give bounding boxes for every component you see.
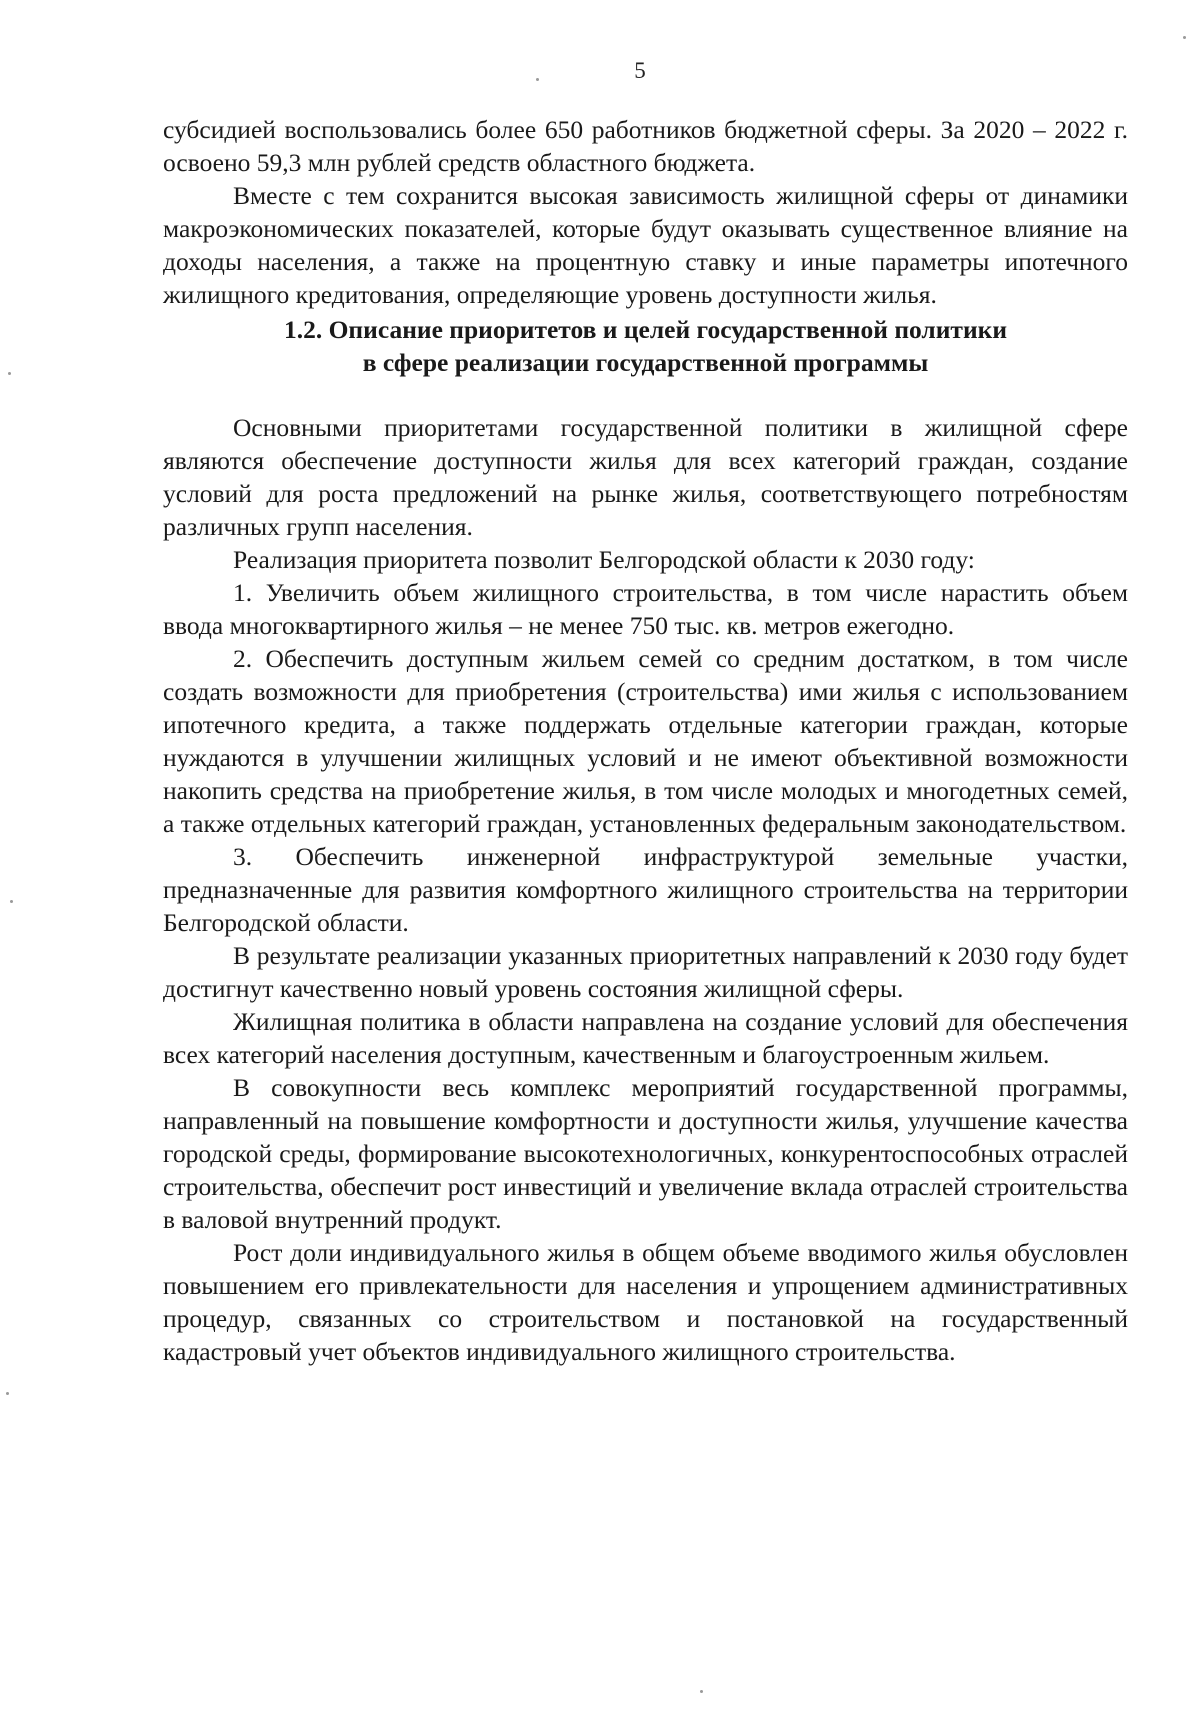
section-heading-line-1: 1.2. Описание приоритетов и целей государственной политики [283, 315, 1008, 344]
paragraph-individual-housing: Рост доли индивидуального жилья в общем объеме вводимого жилья обусловлен повышением его привлекательности для населения и упрощением административных процедур, связанных со строительством и постановкой на государственный кадастровый учет объектов индивидуального жилищного строительства. [163, 1238, 1128, 1366]
list-item-2: 2. Обеспечить доступным жильем семей со средним достатком, в том числе создать возможности для приобретения (строительства) ими жилья с использованием ипотечного кредита, а также поддержать отдельные категории граждан, которые нуждаются в улучшении жилищных условий и не имеют объективной возможности накопить средства на приобретение жилья, в том числе молодых и многодетных семей, а также отдельных категорий граждан, установленных федеральным законодательством. [163, 644, 1128, 838]
paragraph-housing-policy: Жилищная политика в области направлена на создание условий для обеспечения всех категорий населения доступным, качественным и благоустроенным жильем. [163, 1007, 1128, 1069]
section-heading-line-2: в сфере реализации государственной программы [362, 348, 929, 377]
paragraph-continuation: субсидией воспользовались более 650 работников бюджетной сферы. За 2020 – 2022 г. освоено 59,3 млн рублей средств областного бюджета. [163, 115, 1128, 177]
scan-speck [10, 900, 13, 903]
document-body [163, 113, 1128, 1368]
paragraph-goal-intro: Реализация приоритета позволит Белгородской области к 2030 году: [233, 545, 975, 574]
scan-speck [700, 1690, 703, 1693]
scan-speck [536, 78, 539, 81]
paragraph-result: В результате реализации указанных приоритетных направлений к 2030 году будет достигнут качественно новый уровень состояния жилищной сферы. [163, 941, 1128, 1003]
page-number: 5 [634, 58, 646, 83]
scan-speck [8, 372, 11, 375]
paragraph-priorities: Основными приоритетами государственной политики в жилищной сфере являются обеспечение доступности жилья для всех категорий граждан, создание условий для роста предложений на рынке жилья, соответствующего потребностям различных групп населения. [163, 413, 1128, 541]
heading-spacer [163, 379, 1128, 411]
list-item-3: 3. Обеспечить инженерной инфраструктурой земельные участки, предназначенные для развития комфортного жилищного строительства на территории Белгородской области. [163, 842, 1128, 937]
paragraph-dependency: Вместе с тем сохранится высокая зависимость жилищной сферы от динамики макроэкономических показателей, которые будут оказывать существенное влияние на доходы населения, а также на процентную ставку и иные параметры ипотечного жилищного кредитования, определяющие уровень доступности жилья. [163, 181, 1128, 309]
paragraph-complex: В совокупности весь комплекс мероприятий государственной программы, направленный на повышение комфортности и доступности жилья, улучшение качества городской среды, формирование высокотехнологичных, конкурентоспособных отраслей строительства, обеспечит рост инвестиций и увеличение вклада отраслей строительства в валовой внутренний продукт. [163, 1073, 1128, 1234]
scan-speck [6, 1392, 9, 1395]
list-item-1: 1. Увеличить объем жилищного строительства, в том числе нарастить объем ввода многоквартирного жилья – не менее 750 тыс. кв. метров ежегодно. [163, 578, 1128, 640]
scan-speck [1183, 36, 1186, 39]
section-heading [163, 313, 1128, 379]
